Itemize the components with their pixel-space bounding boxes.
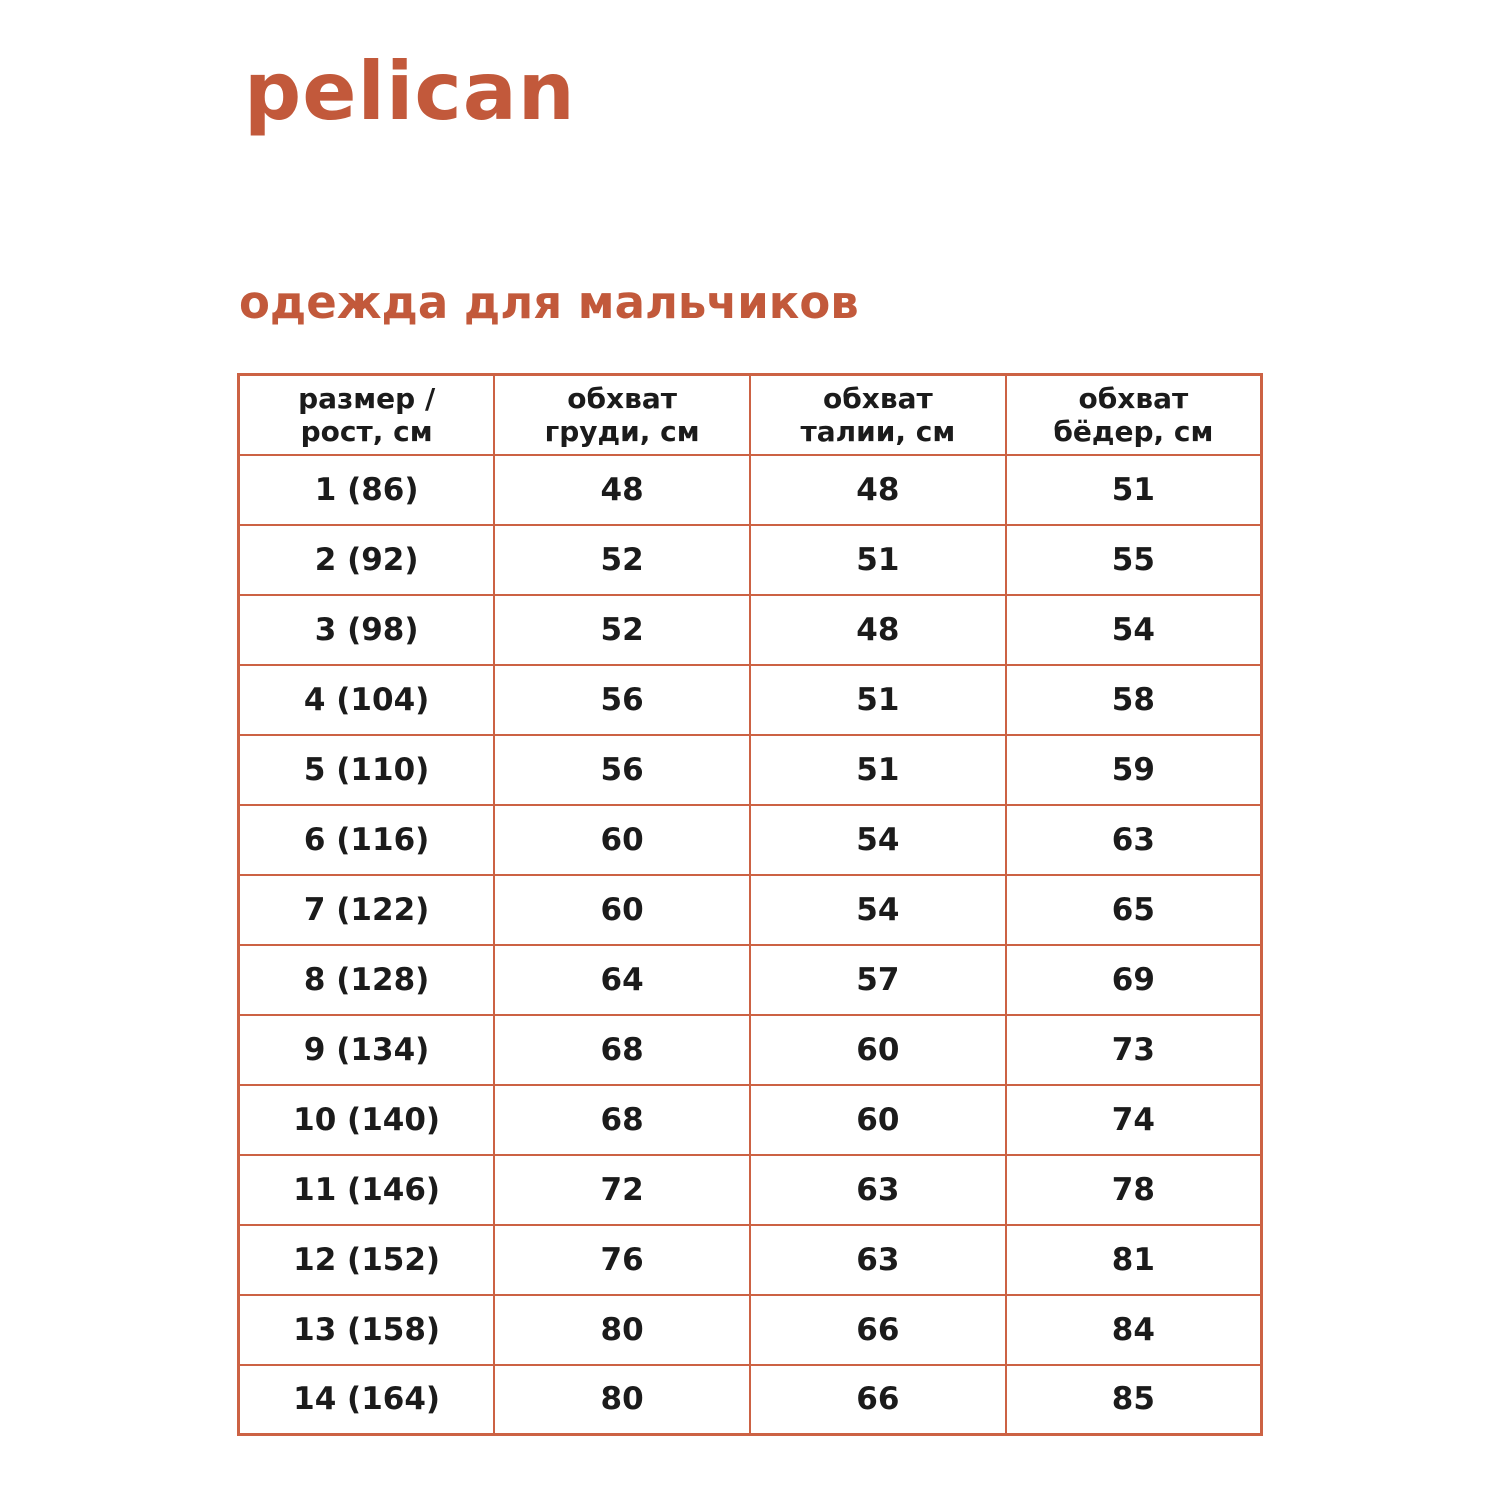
table-row <box>239 735 1262 805</box>
cell-hips: 58 <box>1006 665 1262 735</box>
cell-chest: 68 <box>494 1015 750 1085</box>
cell-waist: 57 <box>750 945 1006 1015</box>
cell-waist: 60 <box>750 1085 1006 1155</box>
cell-waist: 60 <box>750 1015 1006 1085</box>
cell-chest: 60 <box>494 805 750 875</box>
cell-chest: 52 <box>494 595 750 665</box>
table-row <box>239 1085 1262 1155</box>
cell-hips: 85 <box>1006 1365 1262 1435</box>
cell-hips: 63 <box>1006 805 1262 875</box>
cell-hips: 59 <box>1006 735 1262 805</box>
size-table-body <box>239 455 1262 1435</box>
cell-hips: 51 <box>1006 455 1262 525</box>
table-row <box>239 1225 1262 1295</box>
table-row <box>239 805 1262 875</box>
cell-size-height: 8 (128) <box>239 945 495 1015</box>
cell-chest: 52 <box>494 525 750 595</box>
cell-waist: 66 <box>750 1295 1006 1365</box>
cell-chest: 48 <box>494 455 750 525</box>
cell-hips: 81 <box>1006 1225 1262 1295</box>
cell-size-height: 7 (122) <box>239 875 495 945</box>
cell-chest: 80 <box>494 1365 750 1435</box>
cell-chest: 80 <box>494 1295 750 1365</box>
cell-waist: 66 <box>750 1365 1006 1435</box>
cell-chest: 60 <box>494 875 750 945</box>
cell-size-height: 5 (110) <box>239 735 495 805</box>
cell-hips: 54 <box>1006 595 1262 665</box>
cell-chest: 72 <box>494 1155 750 1225</box>
cell-size-height: 2 (92) <box>239 525 495 595</box>
header-line: груди, см <box>544 414 700 448</box>
cell-chest: 76 <box>494 1225 750 1295</box>
table-row <box>239 1295 1262 1365</box>
cell-size-height: 6 (116) <box>239 805 495 875</box>
header-cell-waist <box>750 375 1006 455</box>
cell-size-height: 13 (158) <box>239 1295 495 1365</box>
header-line: обхват <box>567 381 677 415</box>
cell-waist: 51 <box>750 665 1006 735</box>
cell-waist: 63 <box>750 1155 1006 1225</box>
cell-size-height: 4 (104) <box>239 665 495 735</box>
cell-waist: 51 <box>750 735 1006 805</box>
cell-chest: 56 <box>494 665 750 735</box>
cell-chest: 64 <box>494 945 750 1015</box>
table-row <box>239 1365 1262 1435</box>
header-line: размер / <box>298 381 436 415</box>
header-cell-hips <box>1006 375 1262 455</box>
cell-hips: 69 <box>1006 945 1262 1015</box>
cell-waist: 48 <box>750 455 1006 525</box>
cell-hips: 78 <box>1006 1155 1262 1225</box>
table-row <box>239 525 1262 595</box>
table-row <box>239 665 1262 735</box>
header-cell-size-height <box>239 375 495 455</box>
cell-waist: 48 <box>750 595 1006 665</box>
brand-logo: pelican <box>244 45 576 138</box>
cell-hips: 55 <box>1006 525 1262 595</box>
table-row <box>239 595 1262 665</box>
cell-size-height: 1 (86) <box>239 455 495 525</box>
table-row <box>239 945 1262 1015</box>
cell-waist: 63 <box>750 1225 1006 1295</box>
cell-chest: 68 <box>494 1085 750 1155</box>
header-row <box>239 375 1262 455</box>
size-table-header <box>239 375 1262 455</box>
cell-hips: 74 <box>1006 1085 1262 1155</box>
table-row <box>239 1155 1262 1225</box>
header-line: бёдер, см <box>1053 414 1214 448</box>
cell-size-height: 3 (98) <box>239 595 495 665</box>
header-cell-chest <box>494 375 750 455</box>
cell-size-height: 14 (164) <box>239 1365 495 1435</box>
table-row <box>239 875 1262 945</box>
cell-size-height: 12 (152) <box>239 1225 495 1295</box>
page-title: одежда для мальчиков <box>239 276 859 329</box>
cell-hips: 65 <box>1006 875 1262 945</box>
header-line: обхват <box>1078 381 1189 415</box>
header-line: обхват <box>823 381 933 415</box>
size-table <box>237 373 1263 1436</box>
cell-hips: 84 <box>1006 1295 1262 1365</box>
cell-size-height: 9 (134) <box>239 1015 495 1085</box>
cell-chest: 56 <box>494 735 750 805</box>
cell-size-height: 11 (146) <box>239 1155 495 1225</box>
header-line: талии, см <box>800 414 956 448</box>
cell-hips: 73 <box>1006 1015 1262 1085</box>
cell-waist: 54 <box>750 875 1006 945</box>
header-line: рост, см <box>300 414 433 448</box>
cell-waist: 51 <box>750 525 1006 595</box>
cell-waist: 54 <box>750 805 1006 875</box>
cell-size-height: 10 (140) <box>239 1085 495 1155</box>
table-row <box>239 455 1262 525</box>
table-row <box>239 1015 1262 1085</box>
